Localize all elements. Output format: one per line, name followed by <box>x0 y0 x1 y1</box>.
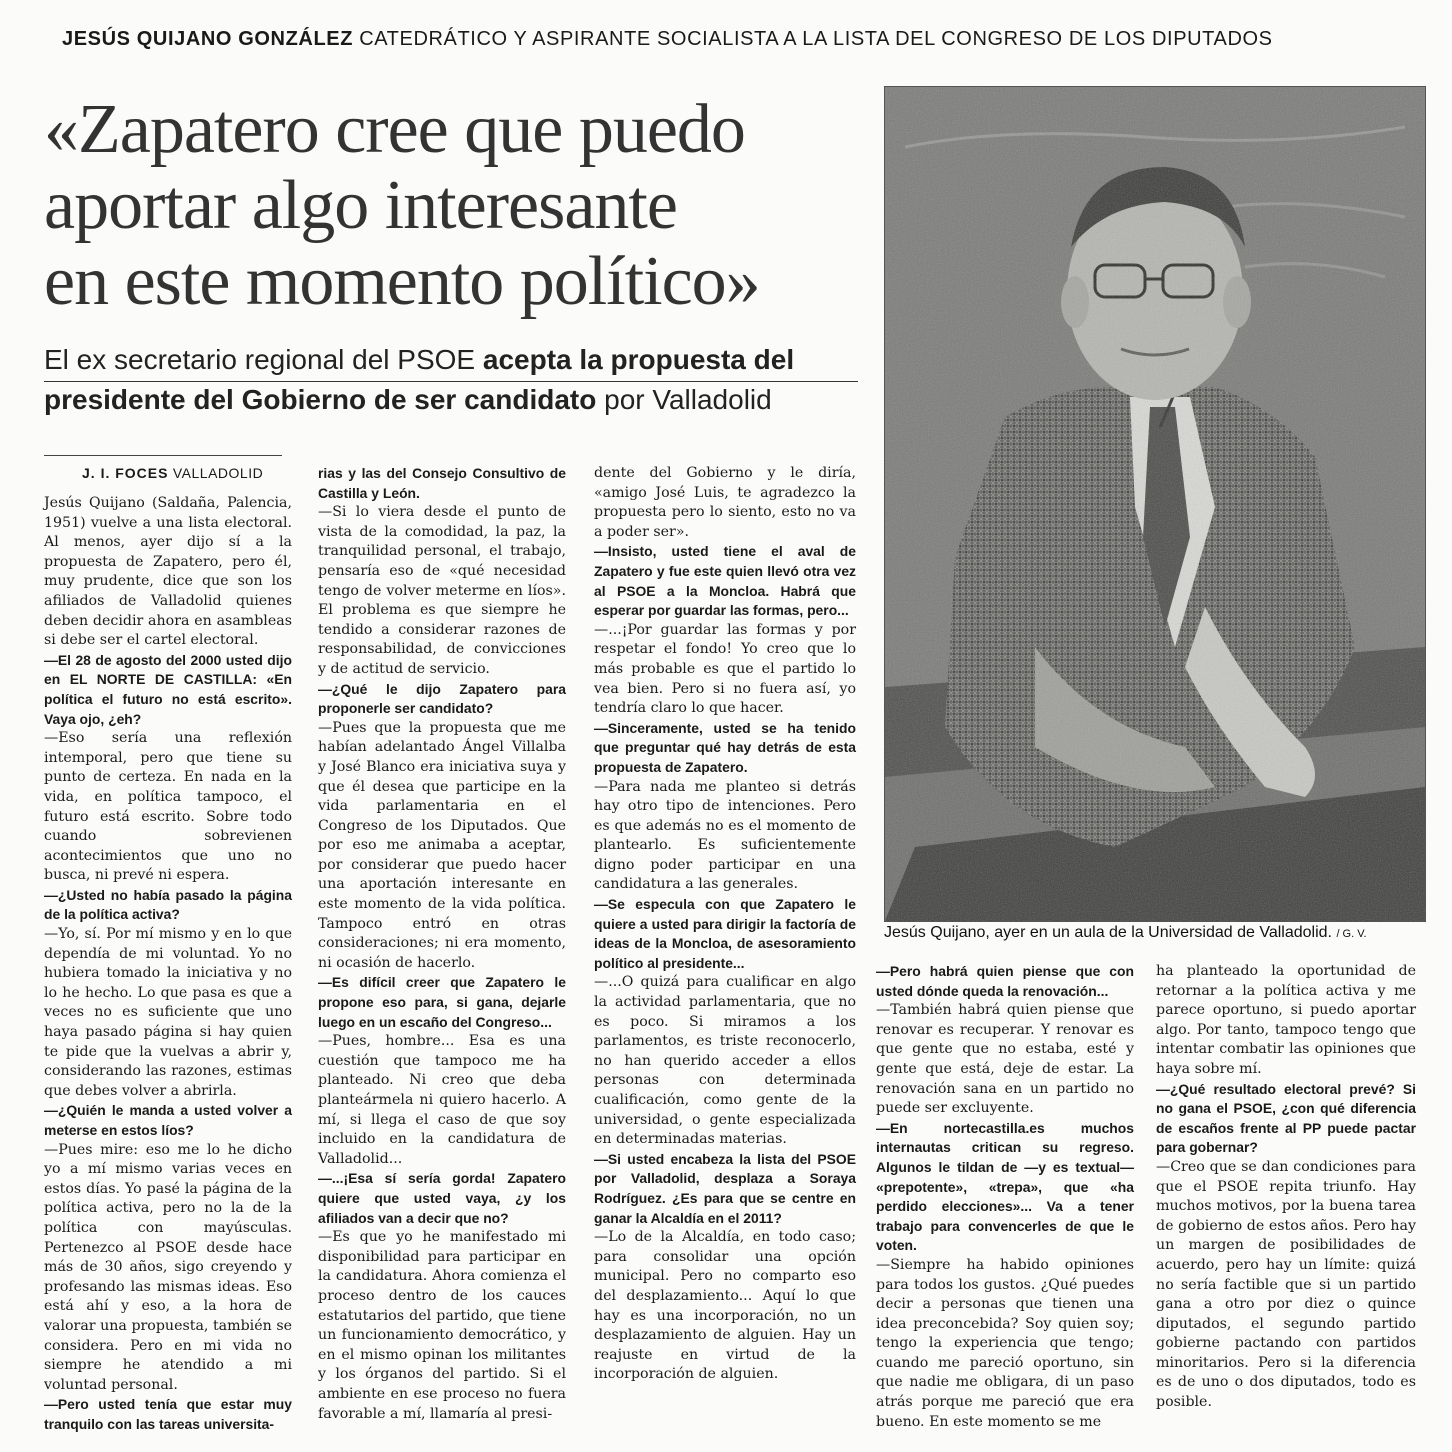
photo-caption-text: Jesús Quijano, ayer en un aula de la Universidad de Valladolid. <box>884 924 1332 941</box>
kicker-name: JESÚS QUIJANO GONZÁLEZ <box>62 28 354 50</box>
interview-question: —Pero usted tenía que estar muy tranquilo con las tareas universita- <box>44 1396 292 1432</box>
interview-answer: —Es que yo he manifestado mi disponibilidad para participar en la candidatura. Ahora comienza el proceso dentro de los cauces estatutarios del partido, que tiene un funcionamiento democrático, y en el mismo opinan los militantes y los órganos del partido. Si el ambiente en ese proceso no fuera favorable a mí, llamaría al presi- <box>318 1229 566 1422</box>
interview-question: —El 28 de agosto del 2000 usted dijo en EL NORTE DE CASTILLA: «En política el futuro no está escrito». Vaya ojo, ¿eh? <box>44 651 292 727</box>
article-column-4 <box>876 962 1134 1430</box>
portrait-photo <box>884 86 1426 922</box>
photo-credit: / G. V. <box>1336 928 1367 940</box>
interview-answer: —...O quizá para cualificar en algo la actividad parlamentaria, que no es poco. Si miramos a los parlamentos, es triste reconocerlo, no han querido acceder a ellos personas con determinada cualificación, como gente de la universidad, o gente especializada en determinadas materias. <box>594 974 856 1148</box>
interview-answer: —Creo que se dan condiciones para que el PSOE repita triunfo. Hay muchos motivos, por la buena tarea de gobierno de estos años. Pero hay un margen de posibilidades de acuerdo, pero hay un límite: quizá no sería factible que si un partido gana a otro por diez o quince diputados, el segundo partido gobierne pactando con partidos minoritarios. Pero si la diferencia es de uno o dos diputados, todo es posible. <box>1156 1158 1416 1411</box>
interview-answer: —Pues, hombre... Esa es una cuestión que tampoco me ha planteado. Ni creo que deba planteármela ni quiero hacerlo. A mí, si llega el caso de que soy incluido en la candidatura de Valladolid... <box>318 1033 566 1167</box>
interview-question: —¿Qué le dijo Zapatero para proponerle ser candidato? <box>318 680 566 717</box>
interview-answer: —También habrá quien piense que renovar es recuperar. Y renovar es que gente que no estaba, esté y gente que está, deje de estar. La renovación sana en un partido no puede ser excluyente. <box>876 1002 1134 1117</box>
kicker <box>62 28 1273 51</box>
interview-answer: —Pues mire: eso me lo he dicho yo a mí mismo varias veces en estos días. Yo pasé la página de la política activa, pero no la de la política con mayúsculas. Pertenezco al PSOE desde hace más de 30 años, sigo creyendo y profesando las mismas ideas. Eso está ahí y eso, a la hora de valorar una propuesta, también se considera. Pero en mi vida no siempre he atendido a mi voluntad personal. <box>44 1141 292 1393</box>
interview-answer: —Siempre ha habido opiniones para todos los gustos. ¿Qué puedes decir a personas que tienen una idea preconcebida? Soy quien soy; tengo la experiencia que tengo; cuando me pareció oportuno, sin que nadie me obligara, di un paso atrás porque me pareció que era bueno. En este momento se me <box>876 1256 1134 1430</box>
byline <box>82 465 263 481</box>
byline-author: J. I. FOCES <box>82 465 169 481</box>
subhead-part: por Valladolid <box>596 384 772 415</box>
byline-place: VALLADOLID <box>172 465 264 481</box>
byline-divider <box>44 455 282 456</box>
interview-question: rias y las del Consejo Consultivo de Castilla y León. <box>318 465 566 501</box>
headline-line: aportar algo interesante <box>44 167 677 244</box>
interview-question: —Insisto, usted tiene el aval de Zapatero y fue este quien llevó otra vez al PSOE a la Moncloa. Habrá que esperar por guardar las formas, pero... <box>594 543 856 619</box>
interview-question: —¿Usted no había pasado la página de la política activa? <box>44 886 292 923</box>
article-column-3 <box>594 464 856 1416</box>
interview-answer: ha planteado la oportunidad de retornar a la política activa y me parece oportuno, si puedo aportar algo. Por tanto, tampoco tengo que intentar combatir las opiniones que haya sobre mí. <box>1156 963 1416 1077</box>
interview-answer: —Para nada me planteo si detrás hay otro tipo de intenciones. Pero es que además no es el momento de plantearlo. Es suficientemente digno poder participar en una candidatura a las generales. <box>594 778 856 893</box>
article-column-1 <box>44 494 292 1432</box>
interview-question: —Es difícil creer que Zapatero le propone eso para, si gana, dejarle luego en un escaño del Congreso... <box>318 974 566 1030</box>
article-paragraph: Jesús Quijano (Saldaña, Palencia, 1951) vuelve a una lista electoral. Al menos, ayer dijo sí a la propuesta de Zapatero, pero él, muy prudente, dice que son los afiliados de Valladolid quienes deben decidir ahora en asambleas si debe ser el cartel electoral. <box>44 495 292 649</box>
subhead-underline <box>44 381 858 382</box>
interview-answer: —Yo, sí. Por mí mismo y en lo que dependía de mi voluntad. Yo no hubiera tomado la iniciativa y no lo he hecho. Lo que pasa es que a veces no es suficiente que uno haya pasado página si hay quien te pide que la vuelvas a abrir y, considerando las razones, estimas que debes volver a abrirla. <box>44 926 292 1099</box>
headline-line: en este momento político» <box>44 243 760 320</box>
subheadline <box>44 340 864 420</box>
photo-caption <box>884 924 1424 942</box>
interview-answer: —...¡Por guardar las formas y por respetar el fondo! Yo creo que lo más probable es que el partido lo vea bien. Pero si no fuera así, yo tendría claro lo que hacer. <box>594 621 856 717</box>
interview-question: —Si usted encabeza la lista del PSOE por Valladolid, desplaza a Soraya Rodríguez. ¿Es para que se centre en ganar la Alcaldía en el 2011? <box>594 1150 856 1226</box>
portrait-photo-image <box>885 87 1425 921</box>
interview-question: —¿Qué resultado electoral prevé? Si no gana el PSOE, ¿con qué diferencia de escaños frente al PP puede pactar para gobernar? <box>1156 1080 1416 1156</box>
interview-question: —...¡Esa sí sería gorda! Zapatero quiere que usted vaya, ¿y los afiliados van a decir que no? <box>318 1170 566 1226</box>
interview-answer: —Si lo viera desde el punto de vista de la comodidad, la paz, la tranquilidad personal, el trabajo, pensaría eso de «qué necesidad tengo de volver meterme en líos». El problema es que siempre he tendido a considerar razones de responsabilidad, de convicciones y de actitud de servicio. <box>318 504 566 677</box>
interview-question: —Sinceramente, usted se ha tenido que preguntar qué hay detrás de esta propuesta de Zapatero. <box>594 719 856 775</box>
subhead-highlight: acepta la propuesta del presidente del Gobierno de ser candidato <box>44 344 795 415</box>
interview-answer: —Eso sería una reflexión intemporal, pero que tiene su punto de certeza. En nada en la vida, en política tampoco, el futuro está escrito. Sobre todo cuando sobrevienen acontecimientos que uno no busca, ni prevé ni espera. <box>44 730 292 884</box>
article-column-5 <box>1156 962 1416 1418</box>
interview-question: —Se especula con que Zapatero le quiere a usted para dirigir la factoría de ideas de la Moncloa, de asesoramiento político al presidente... <box>594 896 856 971</box>
subhead-part: El ex secretario regional del PSOE <box>44 344 483 375</box>
headline <box>44 92 864 320</box>
interview-answer: dente del Gobierno y le diría, «amigo José Luis, te agradezco la propuesta pero lo siento, esto no va a poder ser». <box>594 465 856 540</box>
headline-line: «Zapatero cree que puedo <box>44 91 745 168</box>
interview-question: —¿Quién le manda a usted volver a meterse en estos líos? <box>44 1102 292 1138</box>
interview-question: —En nortecastilla.es muchos internautas critican su regreso. Algunos le tildan de —y es textual— «prepotente», «trepa», que «ha perdido elecciones»... Va a tener trabajo para convencerles de que le voten. <box>876 1119 1134 1254</box>
kicker-role: CATEDRÁTICO Y ASPIRANTE SOCIALISTA A LA LISTA DEL CONGRESO DE LOS DIPUTADOS <box>359 28 1273 50</box>
interview-question: —Pero habrá quien piense que con usted dónde queda la renovación... <box>876 963 1134 999</box>
article-column-2 <box>318 464 566 1422</box>
interview-answer: —Lo de la Alcaldía, en todo caso; para consolidar una opción municipal. Pero no comparto eso del desplazamiento... Aquí lo que hay es una incorporación, no un desplazamiento de alguien. Hay un reajuste en virtud de la incorporación de alguien. <box>594 1229 856 1383</box>
interview-answer: —Pues que la propuesta que me habían adelantado Ángel Villalba y José Blanco era iniciativa suya y que él desea que participe en la vida parlamentaria en el Congreso de los Diputados. Que por eso me animaba a aceptar, por considerar que puedo hacer una aportación interesante en este momento de la vida política. Tampoco entró en otras consideraciones; ni era momento, ni ocasión de hacerlo. <box>318 719 566 971</box>
